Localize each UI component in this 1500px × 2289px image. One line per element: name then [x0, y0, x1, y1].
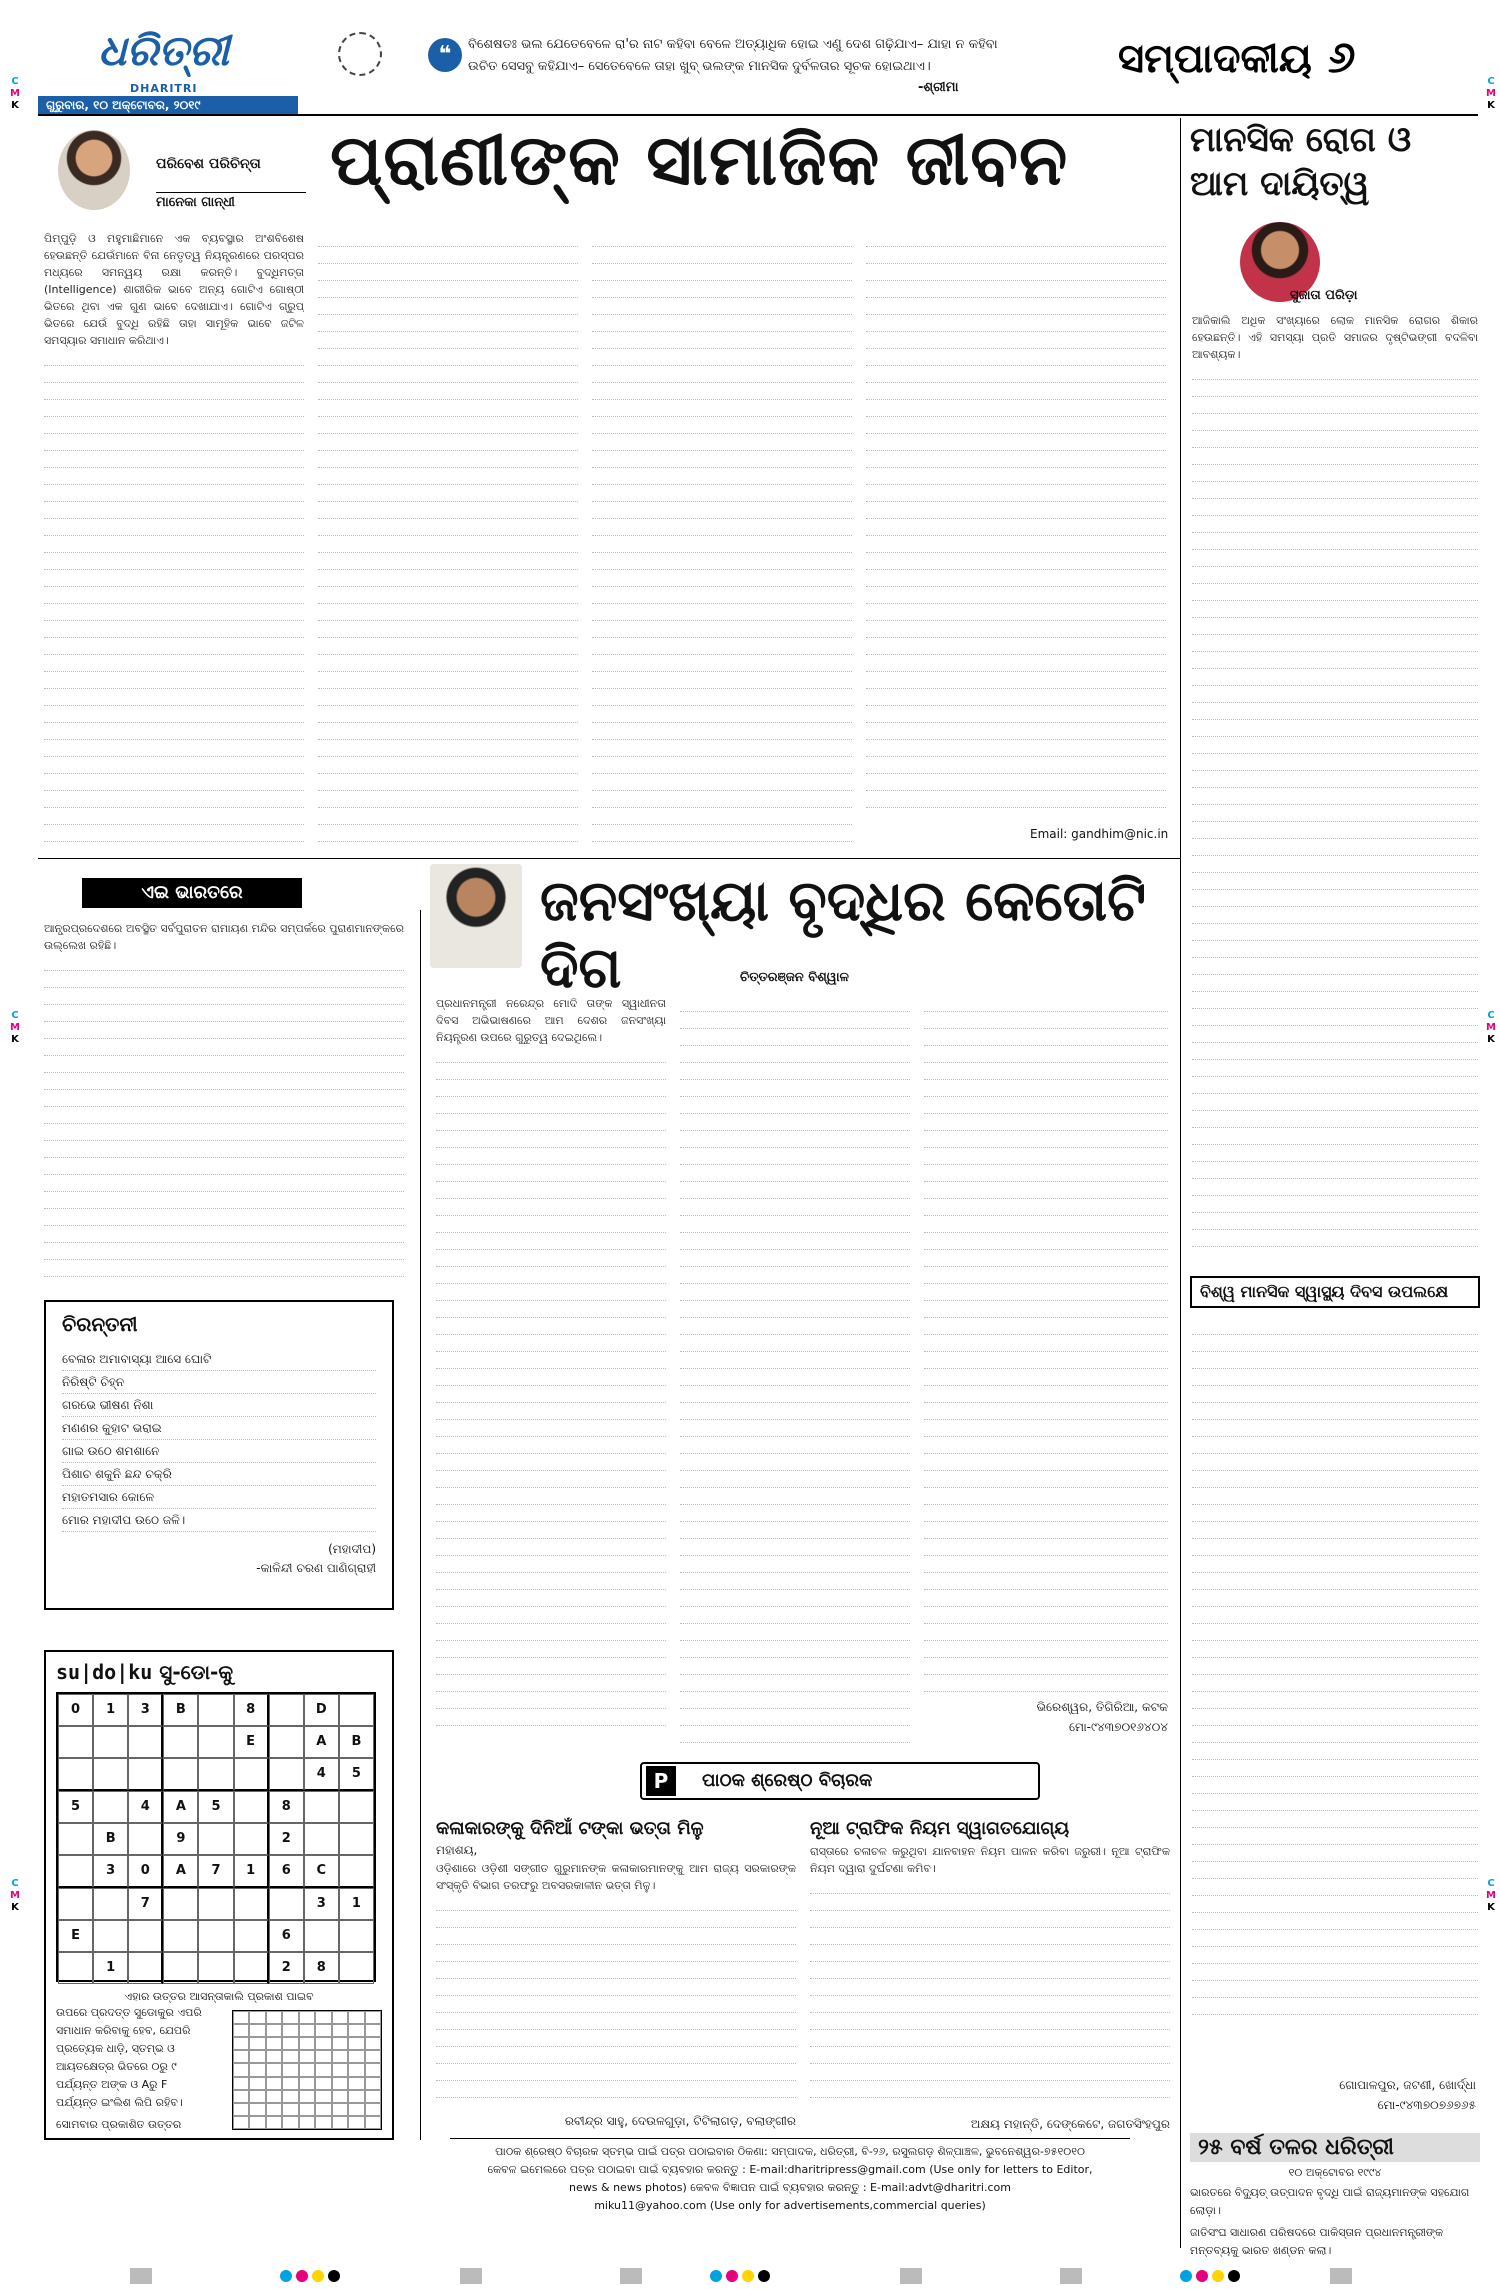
sudoku-title: [56, 1660, 382, 1684]
sudoku-answer-cell: [365, 2116, 381, 2129]
sudoku-answer-cell: [299, 2090, 315, 2103]
sudoku-answer-cell: [365, 2037, 381, 2050]
sudoku-cell[interactable]: [58, 1952, 93, 1984]
sudoku-answer-cell: [249, 2116, 265, 2129]
sudoku-cell[interactable]: [234, 1758, 269, 1791]
sudoku-cell[interactable]: [58, 1758, 93, 1791]
sudoku-answer-cell: [266, 2116, 282, 2129]
sudoku-cell[interactable]: [198, 1758, 233, 1791]
sudoku-answer-cell: [282, 2050, 298, 2063]
registration-square: [460, 2268, 482, 2284]
sudoku-cell[interactable]: [234, 1823, 269, 1855]
sudoku-cell[interactable]: [93, 1888, 128, 1920]
sudoku-answer-cell: [282, 2024, 298, 2037]
sudoku-answer-cell: [348, 2077, 364, 2090]
letter1-signature: ରବୀନ୍ଦ୍ର ସାହୁ, ଦେଉଳଗୁଡ଼ା, ଟିଟିଲାଗଡ଼, ବଲାଙ୍ଗୀର: [564, 2114, 796, 2128]
sudoku-cell[interactable]: 1: [234, 1855, 269, 1888]
sudoku-instructions: ଉପରେ ପ୍ରଦତ୍ତ ସୁଡୋକୁର ଏପରି ସମାଧାନ କରିବାକୁ ହେବ, ଯେପରି ପ୍ରତ୍ୟେକ ଧାଡ଼ି, ସ୍ତମ୍ଭ ଓ ଆୟତକ୍ଷେତ୍ର ଭିତରେ ୦ରୁ ୯ ପର୍ଯ୍ୟନ୍ତ ଅଙ୍କ ଓ Aରୁ F ପର୍ଯ୍ୟନ୍ତ ଇଂଲିଶ ଲିପି ରହିବ।: [56, 2006, 202, 2109]
sudoku-answer-cell: [233, 2077, 249, 2090]
registration-dots: [280, 2270, 340, 2282]
column-bharat-tag: ଏଇ ଭାରତରେ: [82, 878, 302, 908]
cyan-dot: [1180, 2270, 1192, 2282]
article2-body: ପ୍ରଧାନମନ୍ତ୍ରୀ ନରେନ୍ଦ୍ର ମୋଦି ତାଙ୍କ ସ୍ୱାଧୀନତା ଦିବସ ଅଭିଭାଷଣରେ ଆମ ଦେଶର ଜନସଂଖ୍ୟା ନିୟନ୍ତ୍ରଣ ଉପରେ ଗୁରୁତ୍ୱ ଦେଇଥିଲେ।: [436, 997, 666, 1044]
sudoku-cell[interactable]: 3: [304, 1888, 339, 1920]
sudoku-cell[interactable]: [304, 1823, 339, 1855]
sudoku-cell[interactable]: 1: [93, 1694, 128, 1726]
article1-kicker: ପରିବେଶ ପରିଚିନ୍ତା: [156, 156, 261, 172]
sudoku-cell[interactable]: [339, 1855, 374, 1888]
sudoku-cell[interactable]: 1: [93, 1952, 128, 1984]
sudoku-cell[interactable]: 2: [269, 1952, 304, 1984]
newspaper-logo: ଧରିତ୍ରୀ: [98, 26, 230, 75]
sudoku-answer-cell: [348, 2090, 364, 2103]
sudoku-answer-cell: [365, 2050, 381, 2063]
masthead-quote: ବିଶେଷତଃ ଭଲ ଯେତେବେଳେ ରା'ର ନାଟ କହିବା ବେଳେ ଅତ୍ୟାଧିକ ହୋଇ ଏଣୁ ଦେଶ ଗଢ଼ିଯାଏ– ଯାହା ନ କହିବା ଉଚିତ ସେସବୁ କହିଯାଏ– ସେତେବେଳେ ତାହା ଖୁବ୍ ଭଲଙ୍କ ମାନସିକ ଦୁର୍ବଳତାର ସୂଚକ ହୋଇଥାଏ।: [468, 37, 998, 74]
sudoku-answer-cell: [266, 2050, 282, 2063]
side-article-body: ଆଜିକାଲି ଅଧିକ ସଂଖ୍ୟାରେ ଲୋକ ମାନସିକ ରୋଗର ଶିକାର ହେଉଛନ୍ତି। ଏହି ସମସ୍ୟା ପ୍ରତି ସମାଜର ଦୃଷ୍ଟିଭଙ୍ଗୀ ବଦଳିବା ଆବଶ୍ୟକ।: [1192, 314, 1478, 361]
sudoku-cell[interactable]: 6: [269, 1920, 304, 1952]
sudoku-cell[interactable]: 3: [93, 1855, 128, 1888]
sudoku-cell[interactable]: 0: [58, 1694, 93, 1726]
quote-icon: ❝: [428, 38, 462, 72]
sudoku-answer-cell: [299, 2063, 315, 2076]
letter1-salutation: ମହାଶୟ,: [436, 1843, 478, 1857]
sudoku-answer-cell: [332, 2077, 348, 2090]
sudoku-cell[interactable]: A: [304, 1726, 339, 1758]
article2-author-photo: [430, 864, 522, 968]
sudoku-cell[interactable]: [58, 1888, 93, 1920]
sudoku-cell[interactable]: [128, 1823, 163, 1855]
sudoku-answer-cell: [348, 2050, 364, 2063]
poem-line: ମୋର ମହାଦୀପ ଉଠେ ଜଳି।: [62, 1509, 376, 1532]
sudoku-answer-cell: [233, 2103, 249, 2116]
sudoku-answer-cell: [365, 2103, 381, 2116]
sudoku-cell[interactable]: [304, 1920, 339, 1952]
sudoku-answer-cell: [266, 2077, 282, 2090]
sudoku-cell[interactable]: [163, 1726, 198, 1758]
letter1-body-text: ଓଡ଼ିଶାରେ ଓଡ଼ିଶୀ ସଙ୍ଗୀତ ଗୁରୁମାନଙ୍କ କଳାକାରମାନଙ୍କୁ ଆମ ରାଜ୍ୟ ସରକାରଙ୍କ ସଂସ୍କୃତି ବିଭାଗ ତରଫରୁ ଅବସରକାଳୀନ ଭତ୍ତା ମିଳୁ।: [436, 1862, 796, 1892]
sudoku-cell[interactable]: 8: [304, 1952, 339, 1984]
sudoku-cell[interactable]: [269, 1726, 304, 1758]
sudoku-answer-cell: [233, 2116, 249, 2129]
years-25-date: ୧୦ ଅକ୍ଟୋବର ୧୯୯୪: [1288, 2166, 1382, 2179]
sudoku-cell[interactable]: 7: [128, 1888, 163, 1920]
sudoku-cell[interactable]: [93, 1758, 128, 1791]
sudoku-cell[interactable]: [269, 1888, 304, 1920]
letter2-title: ନୂଆ ଟ୍ରାଫିକ ନିୟମ ସ୍ୱାଗତଯୋଗ୍ୟ: [810, 1818, 1070, 1839]
sudoku-box: [44, 1650, 394, 2140]
side-article-headline: ମାନସିକ ରୋଗ ଓ ଆମ ଦାୟିତ୍ୱ: [1190, 120, 1412, 204]
registration-dots: [710, 2270, 770, 2282]
sudoku-answer-cell: [249, 2090, 265, 2103]
column-bharat-body: [44, 920, 404, 1280]
newspaper-logo-sub: DHARITRI: [130, 82, 198, 95]
article2-column-1: [436, 995, 666, 1747]
sudoku-cell[interactable]: B: [163, 1694, 198, 1726]
sudoku-cell[interactable]: [234, 1920, 269, 1952]
sudoku-cell[interactable]: [128, 1920, 163, 1952]
section-title: [1118, 32, 1355, 83]
sudoku-cell[interactable]: [198, 1694, 233, 1726]
sudoku-answer-cell: [332, 2050, 348, 2063]
contact-email-letters[interactable]: କେବଳ ଇମେଲରେ ପତ୍ର ପଠାଇବା ପାଇଁ ବ୍ୟବହାର କରନ୍ତୁ : E-mail:dharitripress@gmail.com (Use only for letters to Editor,: [487, 2163, 1093, 2176]
register-mark-left-middle: C M K: [10, 1010, 20, 1045]
letter1-title: କଳାକାରଙ୍କୁ ଦିନିଆଁ ଟଙ୍କା ଭତ୍ତା ମିଳୁ: [436, 1818, 704, 1839]
letter2-body-text: ରାସ୍ତାରେ ଚଳାଚଳ କରୁଥିବା ଯାନବାହନ ନିୟମ ପାଳନ କରିବା ଜରୁରୀ। ନୂଆ ଟ୍ରାଫିକ ନିୟମ ଦ୍ୱାରା ଦୁର୍ଘଟଣା କମିବ।: [810, 1845, 1170, 1875]
black-dot: [1228, 2270, 1240, 2282]
register-mark-left-bottom: C M K: [10, 1878, 20, 1913]
sudoku-cell[interactable]: [93, 1920, 128, 1952]
sudoku-answer-cell: [315, 2077, 331, 2090]
letter-2: [810, 1818, 1170, 2132]
sudoku-cell[interactable]: [198, 1823, 233, 1855]
sudoku-answer-cell: [332, 2063, 348, 2076]
contact-address: ପାଠକ ଶ୍ରେଷ୍ଠ ବିଚାରକ ସ୍ତମ୍ଭ ପାଇଁ ପତ୍ର ପଠାଇବାର ଠିକଣା: ସମ୍ପାଦକ, ଧରିତ୍ରୀ, ବି-୨୬, ରସୁଲଗଡ଼ ଶିଳ୍ପାଞ୍ଚଳ, ଭୁବନେଶ୍ୱର-୭୫୧୦୧୦: [495, 2145, 1085, 2158]
poem-line: ଗରଭେ ଭୀଷଣ ନିଶା: [62, 1394, 376, 1417]
letter-1: [436, 1818, 796, 2129]
sudoku-cell[interactable]: 3: [128, 1694, 163, 1726]
sudoku-answer-cell: [365, 2024, 381, 2037]
sudoku-answer-cell: [249, 2050, 265, 2063]
page-number: ୬: [1327, 32, 1356, 83]
sudoku-answer-cell: [233, 2024, 249, 2037]
letter1-body: [436, 1860, 796, 2110]
register-mark-right-top: C M K: [1486, 76, 1496, 111]
sudoku-answer-cell: [299, 2077, 315, 2090]
column-bharat-text: ଆନ୍ଧ୍ରପ୍ରଦେଶରେ ଅବସ୍ଥିତ ସର୍ବପୁରାତନ ରାମାୟଣ ମନ୍ଦିର ସମ୍ପର୍କରେ ପୁରାଣମାନଙ୍କରେ ଉଲ୍ଲେଖ ରହିଛି।: [44, 922, 404, 952]
sudoku-cell[interactable]: [339, 1694, 374, 1726]
sudoku-answer-cell: [249, 2024, 265, 2037]
years-25-item: ଭାରତରେ ବିଦ୍ୟୁତ୍ ଉତ୍ପାଦନ ବୃଦ୍ଧି ପାଇଁ ରାଜ୍ୟମାନଙ୍କ ସହଯୋଗ ଲୋଡ଼ା।: [1190, 2186, 1470, 2217]
registration-square: [620, 2268, 642, 2284]
sudoku-cell[interactable]: [234, 1888, 269, 1920]
sudoku-cell[interactable]: E: [234, 1726, 269, 1758]
sudoku-cell[interactable]: 5: [198, 1791, 233, 1823]
sudoku-answer-cell: [266, 2024, 282, 2037]
sudoku-answer-caption: ସୋମବାର ପ୍ରକାଶିତ ଉତ୍ତର: [56, 2118, 182, 2131]
sudoku-cell[interactable]: [198, 1726, 233, 1758]
sudoku-answer-cell: [266, 2090, 282, 2103]
section-title-text: ସମ୍ପାଦକୀୟ: [1118, 36, 1312, 82]
sudoku-answer-cell: [282, 2011, 298, 2024]
article2-column-3: [924, 995, 1168, 1695]
sudoku-cell[interactable]: [93, 1726, 128, 1758]
quote-attribution: -ଶ୍ରୀମା: [918, 80, 959, 95]
sudoku-cell[interactable]: [269, 1694, 304, 1726]
sudoku-cell[interactable]: 4: [128, 1791, 163, 1823]
sudoku-cell[interactable]: [58, 1855, 93, 1888]
sudoku-cell[interactable]: A: [163, 1855, 198, 1888]
poem-author: -କାଳିନ୍ଦୀ ଚରଣ ପାଣିଗ୍ରାହୀ: [256, 1561, 376, 1575]
sudoku-answer-cell: [315, 2024, 331, 2037]
sudoku-cell[interactable]: 8: [269, 1791, 304, 1823]
article2-author: ଚିତ୍ତରଞ୍ଜନ ବିଶ୍ୱାଳ: [740, 970, 849, 985]
sudoku-cell[interactable]: [163, 1920, 198, 1952]
side-article-signature: ଗୋପାଳପୁର, ଜଟଣୀ, ଖୋର୍ଦ୍ଧା: [1339, 2078, 1476, 2092]
sudoku-cell[interactable]: [339, 1952, 374, 1984]
sudoku-answer-cell: [233, 2037, 249, 2050]
sudoku-answer-cell: [282, 2063, 298, 2076]
article1-headline: ପ୍ରାଣୀଙ୍କ ସାମାଜିକ ଜୀବନ: [330, 118, 1069, 201]
article1-column-2: [318, 230, 578, 850]
sudoku-cell[interactable]: [234, 1952, 269, 1984]
sudoku-answer-cell: [299, 2037, 315, 2050]
reader-banner: [640, 1762, 1040, 1800]
sudoku-cell[interactable]: [163, 1888, 198, 1920]
sudoku-answer-cell: [282, 2037, 298, 2050]
poem-line: ମହାତମସାର କୋଳେ: [62, 1486, 376, 1509]
masthead: [38, 18, 1478, 116]
years-25-box: [1190, 2133, 1480, 2257]
sudoku-cell[interactable]: [234, 1791, 269, 1823]
article1-author: ମାନେକା ଗାନ୍ଧୀ: [156, 192, 306, 210]
sudoku-cell[interactable]: 6: [269, 1855, 304, 1888]
column-divider-left: [420, 910, 421, 2140]
sudoku-answer-cell: [348, 2037, 364, 2050]
sudoku-cell[interactable]: 8: [234, 1694, 269, 1726]
author-photo: [58, 130, 130, 210]
sudoku-answer-cell: [233, 2050, 249, 2063]
sudoku-answer-cell: [315, 2050, 331, 2063]
sudoku-answer-cell: [365, 2063, 381, 2076]
reader-p-icon: P: [646, 1766, 676, 1796]
sudoku-answer-cell: [233, 2090, 249, 2103]
contact-box: [450, 2138, 1130, 2216]
sudoku-cell[interactable]: 1: [339, 1888, 374, 1920]
sudoku-answer-cell: [282, 2077, 298, 2090]
sudoku-answer-cell: [282, 2103, 298, 2116]
sudoku-answer-cell: [282, 2116, 298, 2129]
sudoku-answer-cell: [249, 2011, 265, 2024]
sudoku-answer-cell: [365, 2011, 381, 2024]
article1-column-1: [44, 230, 304, 850]
sudoku-answer-cell: [282, 2090, 298, 2103]
registration-square: [1060, 2268, 1082, 2284]
sudoku-cell[interactable]: B: [339, 1726, 374, 1758]
poem-line: ମଣଣର କୁହାଟ ଭରାଇ: [62, 1417, 376, 1440]
sudoku-answer-cell: [266, 2063, 282, 2076]
poem-line: ନିରିଷ୍ଟି ଚିହ୍ନ: [62, 1371, 376, 1394]
sudoku-cell[interactable]: 9: [163, 1823, 198, 1855]
section-divider: [38, 858, 1180, 859]
registration-square: [900, 2268, 922, 2284]
black-dot: [758, 2270, 770, 2282]
sudoku-cell[interactable]: B: [93, 1823, 128, 1855]
article2-headline: ଜନସଂଖ୍ୟା ବୃଦ୍ଧିର କେତୋଟି ଦିଗ: [540, 868, 1146, 1001]
sudoku-cell[interactable]: 4: [304, 1758, 339, 1791]
registration-square: [130, 2268, 152, 2284]
sudoku-answer-cell: [365, 2090, 381, 2103]
side-article-author: ସୁଜାତା ପରିଡ଼ା: [1290, 288, 1358, 303]
black-dot: [328, 2270, 340, 2282]
sudoku-answer-cell: [266, 2103, 282, 2116]
poem-source: (ମହାଦୀପ): [328, 1542, 376, 1556]
magenta-dot: [726, 2270, 738, 2282]
side-article-phone: ମୋ-୯୪୩୭୦୭୬୭୬୫: [1377, 2098, 1476, 2112]
side-article-body-2: [1192, 1318, 1478, 2058]
letter2-signature: ଅକ୍ଷୟ ମହାନ୍ତି, ଦେଙ୍କେଟେ, ଜଗତସିଂହପୁର: [970, 2117, 1170, 2131]
contact-email-advt[interactable]: news & news photos) କେବଳ ବିଜ୍ଞାପନ ପାଇଁ ବ୍ୟବହାର କରନ୍ତୁ : E-mail:advt@dharitri.com: [569, 2181, 1011, 2194]
mental-health-day-banner: ବିଶ୍ୱ ମାନସିକ ସ୍ୱାସ୍ଥ୍ୟ ଦିବସ ଉପଲକ୍ଷେ: [1190, 1276, 1480, 1308]
sudoku-cell[interactable]: [269, 1758, 304, 1791]
sudoku-answer-cell: [332, 2116, 348, 2129]
sudoku-cell[interactable]: [58, 1726, 93, 1758]
sudoku-cell[interactable]: 5: [58, 1791, 93, 1823]
register-mark-right-bottom: C M K: [1486, 1878, 1496, 1913]
sudoku-cell[interactable]: 0: [128, 1855, 163, 1888]
sudoku-cell[interactable]: [198, 1952, 233, 1984]
sudoku-answer-cell: [348, 2116, 364, 2129]
sudoku-cell[interactable]: [304, 1791, 339, 1823]
magenta-dot: [296, 2270, 308, 2282]
sudoku-answer-cell: [299, 2050, 315, 2063]
article1-email: Email: gandhim@nic.in: [1030, 827, 1169, 841]
poem-line: ବେଳାର ଅମାବାସ୍ୟା ଆସେ ଘୋଟି: [62, 1348, 376, 1371]
register-mark-left-top: C M K: [10, 76, 20, 111]
years-25-title: ୨୫ ବର୍ଷ ତଳର ଧରିତ୍ରୀ: [1190, 2133, 1480, 2162]
sudoku-title-latin: su|do|ku: [56, 1660, 153, 1684]
sudoku-title-odia: ସୁ-ଡୋ-କୁ: [159, 1660, 234, 1684]
column-divider-right: [1180, 118, 1181, 2248]
sudoku-answer-cell: [299, 2103, 315, 2116]
sudoku-answer-cell: [332, 2103, 348, 2116]
sudoku-grid[interactable]: [56, 1692, 376, 1982]
sudoku-cell[interactable]: [128, 1726, 163, 1758]
sudoku-answer-cell: [249, 2103, 265, 2116]
sudoku-answer-cell: [266, 2011, 282, 2024]
poem-line: ପିଶାଚ ଶକୁନି ଛନ୍ଦ ଚକ୍ରି: [62, 1463, 376, 1486]
sudoku-answer-cell: [332, 2037, 348, 2050]
sudoku-answer-cell: [249, 2037, 265, 2050]
sudoku-cell[interactable]: [339, 1823, 374, 1855]
sudoku-answer-cell: [315, 2090, 331, 2103]
sudoku-answer-cell: [299, 2024, 315, 2037]
sudoku-answer-cell: [315, 2063, 331, 2076]
contact-email-commercial[interactable]: miku11@yahoo.com (Use only for advertisements,commercial queries): [594, 2199, 986, 2212]
sudoku-answer-cell: [266, 2037, 282, 2050]
registration-square: [1330, 2268, 1352, 2284]
article1-body: ପିମ୍ପୁଡ଼ି ଓ ମହୁମାଛିମାନେ ଏକ ବ୍ୟବସ୍ଥାର ଅଂଶବିଶେଷ ହେଉଛନ୍ତି ଯେଉଁମାନେ ବିନା ନେତୃତ୍ୱ ନିୟନ୍ତ୍ରଣରେ ପରସ୍ପର ମଧ୍ୟରେ ସମନ୍ୱୟ ରକ୍ଷା କରନ୍ତି। ବୁଦ୍ଧିମତ୍ତା (Intelligence) ଶାରୀରିକ ଭାବେ ଅନ୍ୟ ଗୋଟିଏ ଗୋଷ୍ଠୀ ଭିତରେ ଥିବା ଏକ ଗୁଣ ଭାବେ ଦେଖାଯାଏ। ଗୋଟିଏ ଗ୍ରୁପ୍ ଭିତରେ ଯେଉଁ ବୁଦ୍ଧି ରହିଛି ତାହା ସାମୂହିକ ଭାବେ ଜଟିଳ ସମସ୍ୟାର ସମାଧାନ କରିଥାଏ।: [44, 232, 304, 347]
sudoku-answer-cell: [348, 2011, 364, 2024]
sudoku-answer-cell: [249, 2077, 265, 2090]
cyan-dot: [280, 2270, 292, 2282]
sudoku-answer-cell: [233, 2063, 249, 2076]
article2-column-2: [680, 995, 910, 1747]
letter2-body: [810, 1843, 1170, 2113]
wheel-emblem-icon: [338, 32, 382, 76]
register-mark-right-middle: C M K: [1486, 1010, 1496, 1045]
sudoku-answer-cell: [249, 2063, 265, 2076]
side-article-body-1: [1192, 312, 1478, 1262]
sudoku-answer-cell: [315, 2116, 331, 2129]
sudoku-cell[interactable]: [93, 1791, 128, 1823]
chirantani-box: [44, 1300, 394, 1610]
registration-dots: [1180, 2270, 1240, 2282]
article1-author-box: [38, 118, 318, 216]
yellow-dot: [742, 2270, 754, 2282]
sudoku-answer-cell: [332, 2024, 348, 2037]
sudoku-cell[interactable]: [128, 1758, 163, 1791]
years-25-item: ଜାତିସଂଘ ସାଧାରଣ ପରିଷଦରେ ପାକିସ୍ତାନ ପ୍ରଧାନମନ୍ତ୍ରୀଙ୍କ ମନ୍ତବ୍ୟକୁ ଭାରତ ଖଣ୍ଡନ କଲା।: [1190, 2226, 1444, 2257]
reader-banner-text: ପାଠକ ଶ୍ରେଷ୍ଠ ବିଚାରକ: [702, 1770, 873, 1791]
sudoku-note: ଏହାର ଉତ୍ତର ଆସନ୍ତାକାଲି ପ୍ରକାଶ ପାଇବ: [124, 1990, 314, 2003]
yellow-dot: [1212, 2270, 1224, 2282]
sudoku-answer-cell: [348, 2024, 364, 2037]
sudoku-answer-cell: [332, 2011, 348, 2024]
sudoku-cell[interactable]: C: [304, 1855, 339, 1888]
sudoku-answer-cell: [315, 2037, 331, 2050]
sudoku-cell[interactable]: [198, 1920, 233, 1952]
sudoku-cell[interactable]: 7: [198, 1855, 233, 1888]
article2-phone: ମୋ-୯୪୩୭୦୧୬୪୦୪: [1068, 1720, 1168, 1734]
sudoku-answer-cell: [233, 2011, 249, 2024]
sudoku-cell[interactable]: [339, 1920, 374, 1952]
sudoku-cell[interactable]: A: [163, 1791, 198, 1823]
sudoku-cell[interactable]: [163, 1952, 198, 1984]
sudoku-cell[interactable]: 2: [269, 1823, 304, 1855]
yellow-dot: [312, 2270, 324, 2282]
sudoku-cell[interactable]: 5: [339, 1758, 374, 1791]
sudoku-cell[interactable]: [339, 1791, 374, 1823]
dateline: ଗୁରୁବାର, ୧୦ ଅକ୍ଟୋବର, ୨୦୧୯: [38, 96, 298, 114]
sudoku-answer-cell: [299, 2116, 315, 2129]
sudoku-answer-cell: [365, 2077, 381, 2090]
sudoku-cell[interactable]: [198, 1888, 233, 1920]
article2-signature: ଭିରେଶ୍ୱର, ତିଗିରିଆ, କଟକ: [1036, 1700, 1168, 1714]
sudoku-answer-cell: [299, 2011, 315, 2024]
sudoku-cell[interactable]: D: [304, 1694, 339, 1726]
sudoku-cell[interactable]: [163, 1758, 198, 1791]
article1-column-3: [592, 230, 852, 850]
sudoku-cell[interactable]: [58, 1823, 93, 1855]
sudoku-cell[interactable]: E: [58, 1920, 93, 1952]
sudoku-cell[interactable]: [128, 1952, 163, 1984]
chirantani-title: ଚିରନ୍ତନୀ: [62, 1312, 138, 1336]
registration-bar: [0, 2262, 1500, 2289]
sudoku-answer-cell: [332, 2090, 348, 2103]
magenta-dot: [1196, 2270, 1208, 2282]
sudoku-answer-cell: [315, 2103, 331, 2116]
article1-column-4: [866, 230, 1166, 825]
sudoku-answer-cell: [348, 2103, 364, 2116]
sudoku-answer-cell: [315, 2011, 331, 2024]
sudoku-answer-cell: [348, 2063, 364, 2076]
sudoku-answer-grid: [232, 2010, 382, 2130]
poem-line: ଗାଇ ଉଠେ ଶମଶାନେ: [62, 1440, 376, 1463]
cyan-dot: [710, 2270, 722, 2282]
